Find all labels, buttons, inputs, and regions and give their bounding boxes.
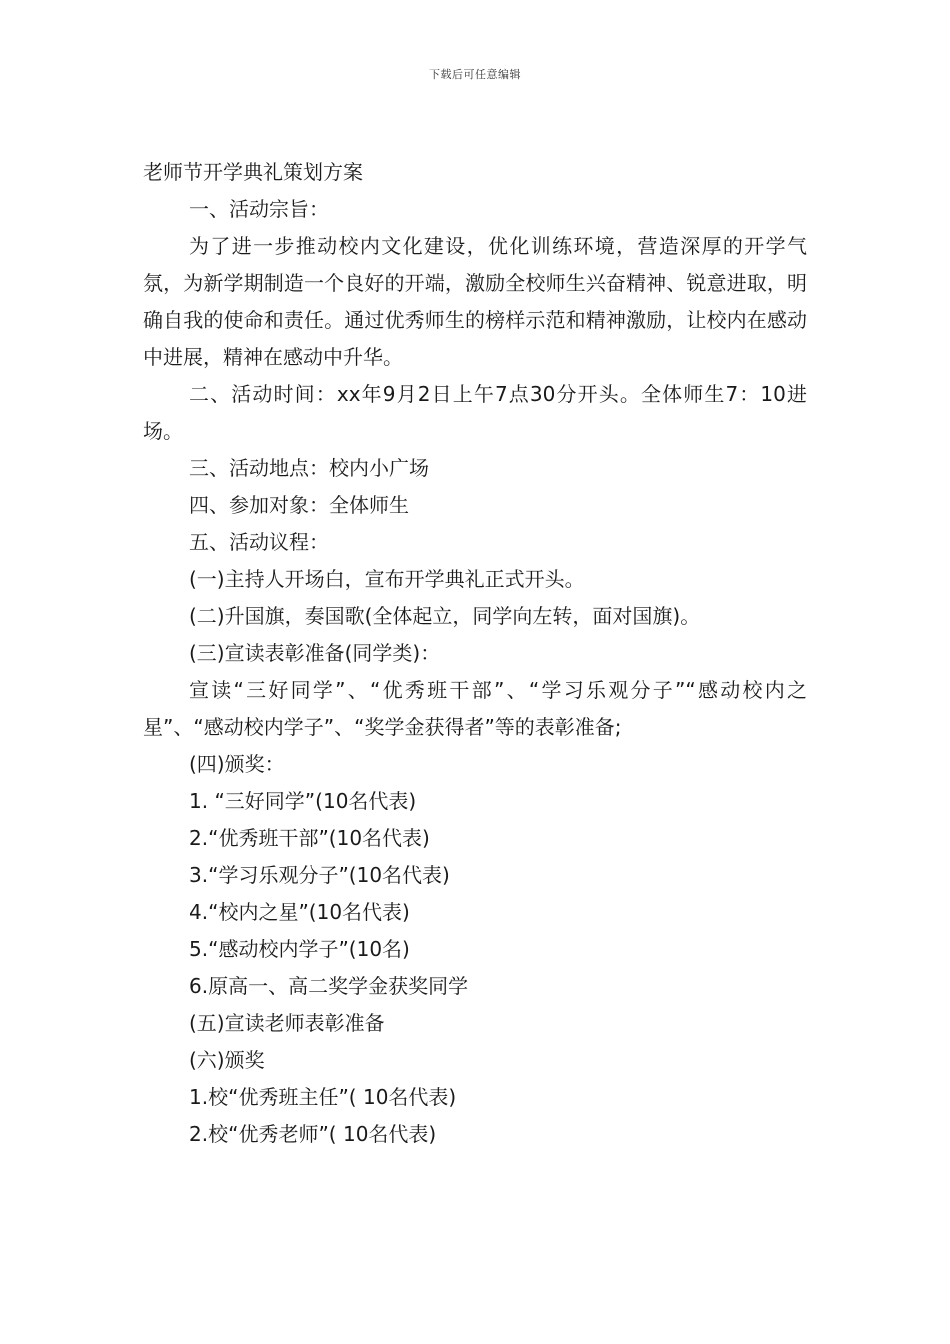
award-item: 2.“优秀班干部”(10名代表) [189,826,430,850]
document-title: 老师节开学典礼策划方案 [143,160,363,184]
paragraph-location: 三、活动地点：校内小广场 [189,456,429,480]
paragraph-agenda-heading: 五、活动议程： [189,530,329,554]
agenda-item-6: (六)颁奖 [189,1048,265,1072]
agenda-item-5: (五)宣读老师表彰准备 [189,1011,385,1035]
agenda-item-2: (二)升国旗，奏国歌(全体起立，同学向左转，面对国旗)。 [189,604,701,628]
header-note: 下载后可任意编辑 [429,68,521,81]
teacher-award-item: 2.校“优秀老师”( 10名代表) [189,1122,437,1146]
award-item: 5.“感动校内学子”(10名) [189,937,410,961]
paragraph-participants: 四、参加对象：全体师生 [189,493,409,517]
agenda-item-3: (三)宣读表彰准备(同学类)： [189,641,441,665]
award-item: 1. “三好同学”(10名代表) [189,789,417,813]
agenda-item-4: (四)颁奖： [189,752,285,776]
teacher-award-item: 1.校“优秀班主任”( 10名代表) [189,1085,457,1109]
document-body [143,154,807,1153]
award-item: 6.原高一、高二奖学金获奖同学 [189,974,469,998]
award-item: 3.“学习乐观分子”(10名代表) [189,863,450,887]
paragraph-purpose-body: 为了进一步推动校内文化建设，优化训练环境，营造深厚的开学气氛，为新学期制造一个良好的开端，激励全校师生兴奋精神、锐意进取，明确自我的使命和责任。通过优秀师生的榜样示范和精神激励，让校内在感动中进展，精神在感动中升华。 [143,234,807,369]
award-item: 4.“校内之星”(10名代表) [189,900,410,924]
paragraph-time: 二、活动时间：xx年9月2日上午7点30分开头。全体师生7：10进场。 [143,382,807,443]
agenda-item-3-detail: 宣读“三好同学”、“优秀班干部”、“学习乐观分子”“感动校内之星”、“感动校内学子”、“奖学金获得者”等的表彰准备; [143,678,807,739]
agenda-item-1: (一)主持人开场白，宣布开学典礼正式开头。 [189,567,585,591]
paragraph-purpose-heading: 一、活动宗旨： [189,197,329,221]
